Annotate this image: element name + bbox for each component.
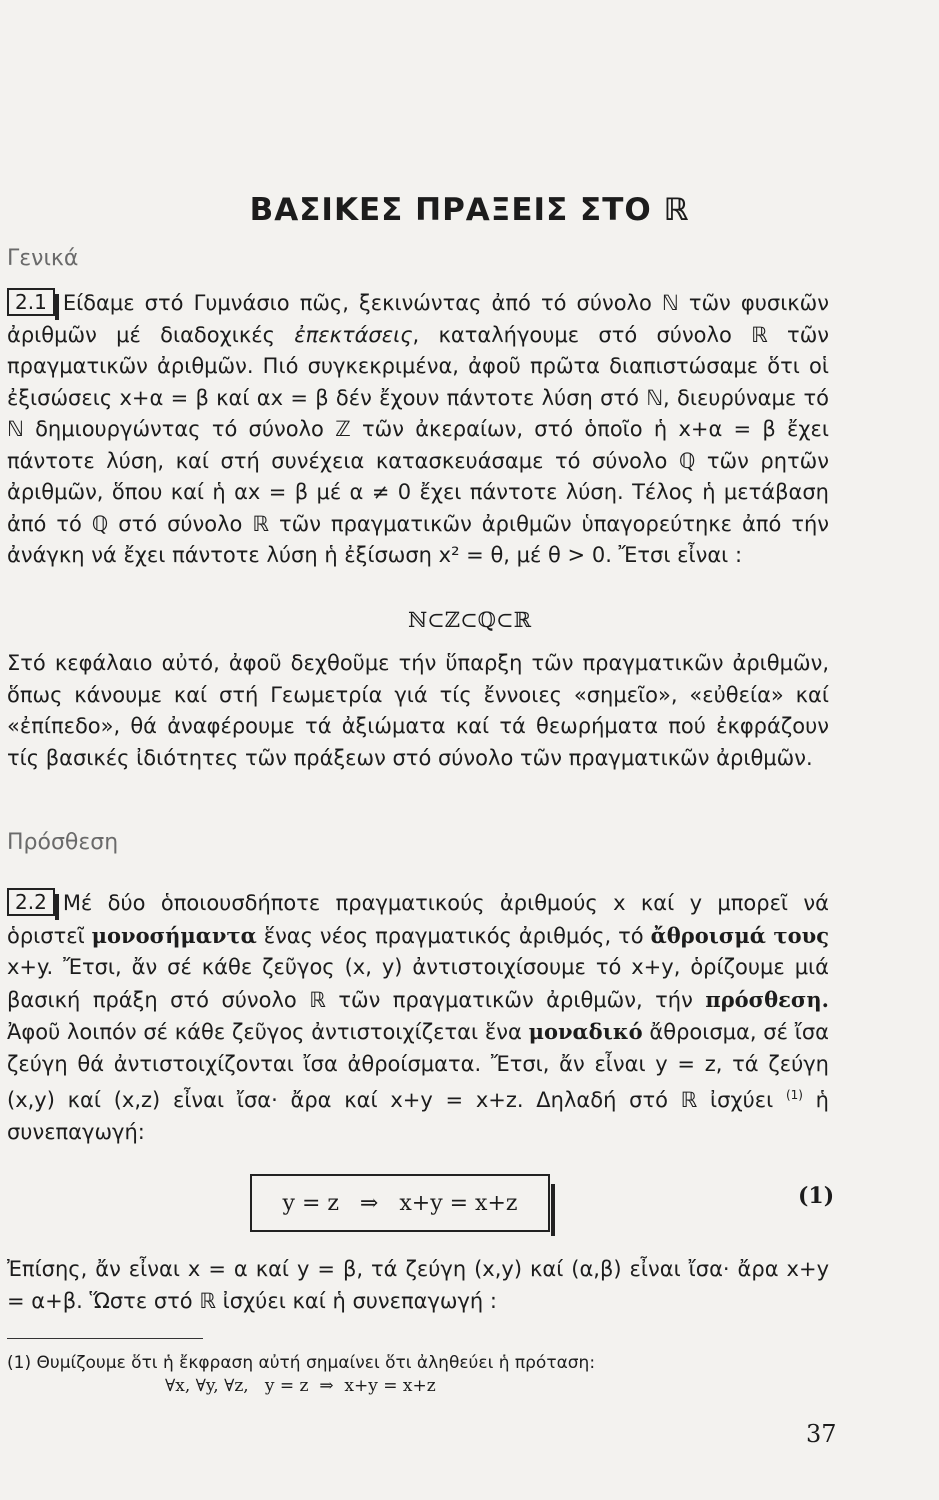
- p22-t4: Ἀφοῦ λοιπόν σέ κάθε ζεῦγος ἀντιστοιχίζεται ἕνα: [7, 1020, 529, 1044]
- paragraph-2-1-italic: ἐπεκτάσεις: [294, 322, 413, 347]
- p22-bold-unique: μοναδικό: [528, 1019, 643, 1044]
- p22-t1: Μέ δύο ὁποιουσδήποτε πραγματικούς ἀριθμούς x καί y μπορεῖ νά ὁριστεῖ: [7, 891, 829, 948]
- equation-1-label: (1): [798, 1183, 835, 1209]
- p22-t2: ἕνας νέος πραγματικός ἀριθμός, τό: [256, 923, 651, 948]
- paragraph-2-2: [7, 888, 829, 1148]
- page-number: 37: [806, 1420, 837, 1448]
- p22-t6: ἡ συνεπαγωγή:: [7, 1088, 829, 1144]
- p22-bold-uniquely: μονοσήμαντα: [91, 922, 257, 948]
- paragraph-2-1: [7, 288, 829, 572]
- p22-t5: ἄθροισμα, σέ ἴσα ζεύγη θά ἀντιστοιχίζονται ἴσα ἀθροίσματα. Ἔτσι, ἄν εἶναι y = z, τά ζεύγη (x,y) καί (x,z) εἶναι ἴσα· ἄρα καί x+y = x+z. Δηλαδή στό ℝ ἰσχύει: [7, 1020, 829, 1112]
- paragraph-number-2-2: 2.2: [7, 888, 55, 916]
- paragraph-chapter-intro: [7, 648, 829, 774]
- p22-bold-sum: ἄθροισμά τους: [650, 922, 829, 948]
- paragraph-2-1-text-b: , καταλήγουμε στό σύνολο ℝ τῶν πραγματικῶν ἀριθμῶν. Πιό συγκεκριμένα, ἀφοῦ πρῶτα διαπιστώσαμε ὅτι οἱ ἐξισώσεις x+α = β καί αx = β δέν ἔχουν πάντοτε λύση στό ℕ, διευρύναμε τό ℕ δημιουργώντας τό σύνολο ℤ τῶν ἀκεραίων, στό ὁποῖο ἡ x+α = β ἔχει πάντοτε λύση, καί στή συνέχεια κατασκευάσαμε τό σύνολο ℚ τῶν ρητῶν ἀριθμῶν, ὅπου καί ἡ αx = β μέ α ≠ 0 ἔχει πάντοτε λύση. Τέλος ἡ μετάβαση ἀπό τό ℚ στό σύνολο ℝ τῶν πραγματικῶν ἀριθμῶν ὑπαγορεύτηκε ἀπό τήν ἀνάγκη νά ἔχει πάντοτε λύση ἡ ἐξίσωση x² = θ, μέ θ > 0. Ἔτσι εἶναι :: [7, 322, 830, 567]
- footnote-text: (1) Θυμίζουμε ὅτι ἡ ἔκφραση αὐτή σημαίνει ὅτι ἀληθεύει ἡ πρόταση:: [7, 1353, 596, 1373]
- p22-t3: x+y. Ἔτσι, ἄν σέ κάθε ζεῦγος (x, y) ἀντιστοιχίσουμε τό x+y, ὁρίζουμε μιά βασική πράξη στό σύνολο ℝ τῶν πραγματικῶν ἀριθμῶν, τήν: [7, 955, 829, 1012]
- paragraph-number-2-1: 2.1: [7, 288, 55, 316]
- section-heading-addition: Πρόσθεση: [7, 830, 119, 855]
- equation-1-formula: y = z ⇒ x+y = x+z: [282, 1190, 518, 1216]
- chapter-title: ΒΑΣΙΚΕΣ ΠΡΑΞΕΙΣ ΣΤΟ ℝ: [249, 192, 690, 228]
- p22-bold-addition: πρόσθεση.: [705, 986, 829, 1012]
- footnote-formula: ∀x, ∀y, ∀z, y = z ⇒ x+y = x+z: [165, 1376, 436, 1396]
- footnote-marker: (1): [785, 1088, 803, 1102]
- paragraph-also-text: Ἐπίσης, ἄν εἶναι x = α καί y = β, τά ζεύγη (x,y) καί (α,β) εἶναι ἴσα· ἄρα x+y = α+β. Ὥστε στό ℝ ἰσχύει καί ἡ συνεπαγωγή :: [7, 1257, 829, 1313]
- section-heading-general: Γενικά: [7, 246, 79, 271]
- paragraph-also: [7, 1254, 829, 1317]
- paragraph-2-1-text-a: Είδαμε στό Γυμνάσιο πῶς, ξεκινώντας ἀπό τό σύνολο ℕ τῶν φυσικῶν ἀριθμῶν μέ διαδοχικές: [7, 291, 829, 347]
- paragraph-chapter-intro-text: Στό κεφάλαιο αὐτό, ἀφοῦ δεχθοῦμε τήν ὕπαρξη τῶν πραγματικῶν ἀριθμῶν, ὅπως κάνουμε καί στή Γεωμετρία γιά τίς ἔννοιες «σημεῖο», «εὐθεία» καί «ἐπίπεδο», θά ἀναφέρουμε τά ἀξιώματα καί τά θεωρήματα πού ἐκφράζουν τίς βασικές ἰδιότητες τῶν πράξεων στό σύνολο τῶν πραγματικῶν ἀριθμῶν.: [7, 651, 829, 770]
- equation-1-box: [250, 1174, 550, 1232]
- footnote-divider: [7, 1338, 203, 1339]
- set-inclusion-chain: ℕ⊂ℤ⊂ℚ⊂ℝ: [407, 608, 532, 632]
